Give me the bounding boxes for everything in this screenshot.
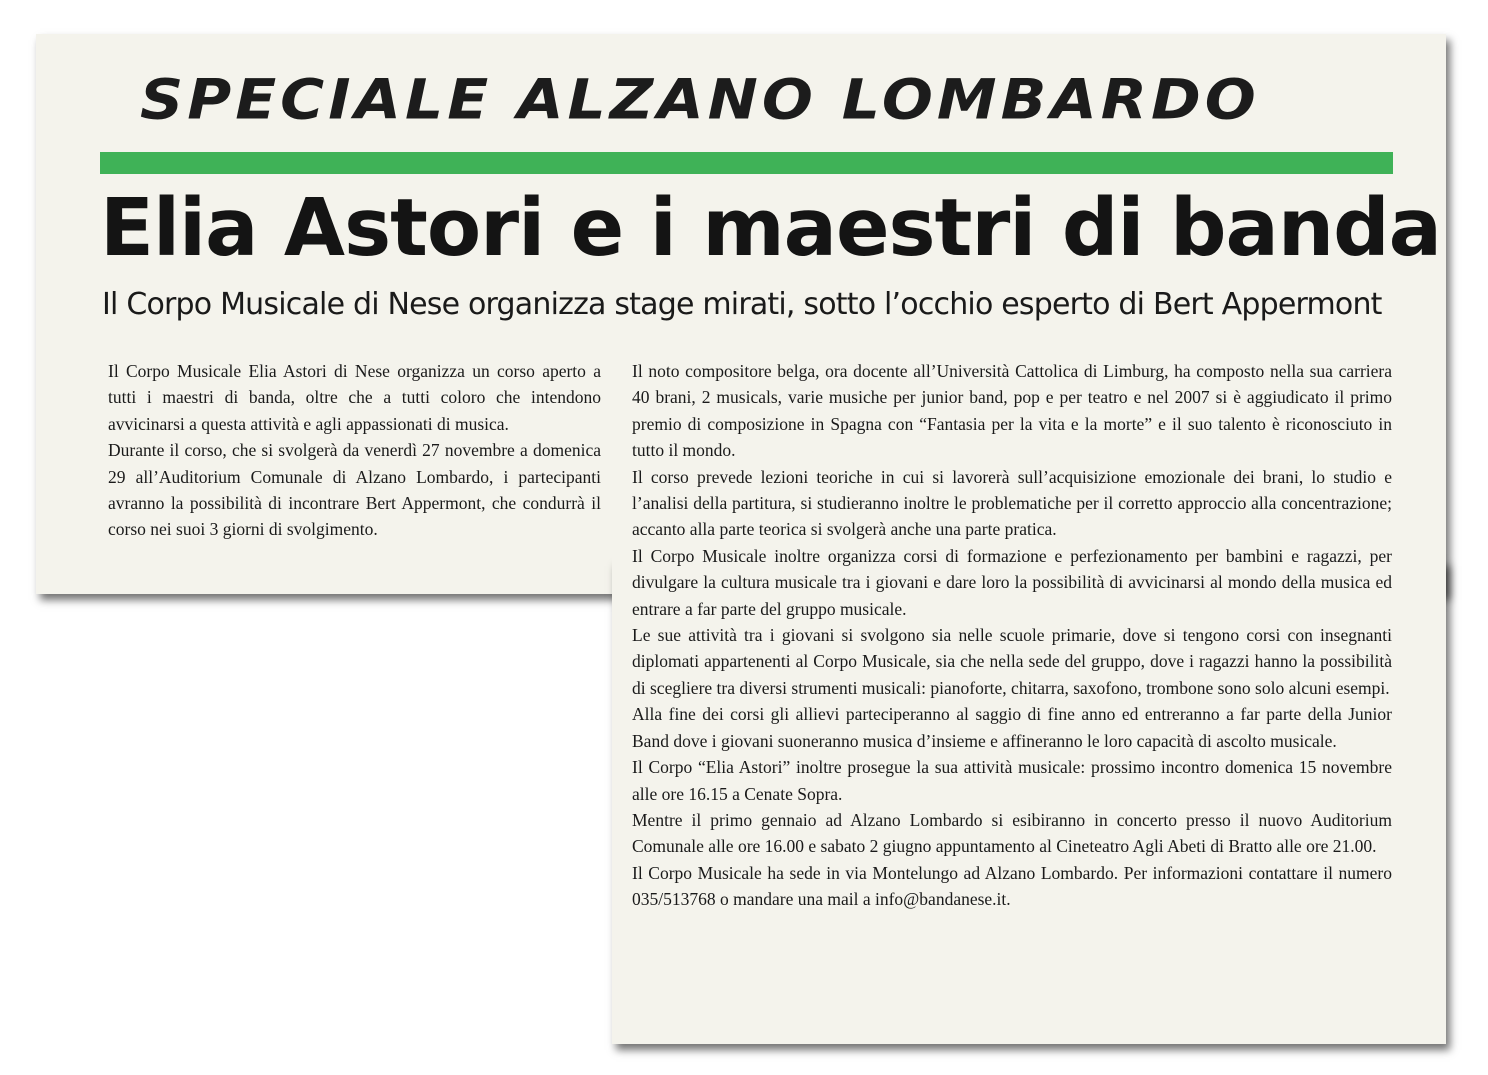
paragraph: Mentre il primo gennaio ad Alzano Lombardo si esibiranno in concerto presso il nuovo Auditorium Comunale alle ore 16.00 e sabato 2 giugno appuntamento al Cineteatro Agli Abeti di Bratto alle ore 21.00.: [632, 809, 1392, 857]
paragraph: Durante il corso, che si svolgerà da venerdì 27 novembre a domenica 29 all’Auditorium Comunale di Alzano Lombardo, i partecipanti avranno la possibilità di incontrare Bert Appermont, che condurrà il corso nei suoi 3 giorni di svolgimento.: [108, 440, 601, 540]
paragraph: Le sue attività tra i giovani si svolgono sia nelle scuole primarie, dove si tengono corsi con insegnanti diplomati appartenenti al Corpo Musicale, sia che nella sede del gruppo, dove i ragazzi hanno la possibilità di scegliere tra diversi strumenti musicali: pianoforte, chitarra, saxofono, trombone sono solo alcuni esempi.: [632, 625, 1392, 698]
article-headline: Elia Astori e i maestri di banda: [100, 182, 1441, 274]
paragraph: Il Corpo Musicale ha sede in via Montelungo ad Alzano Lombardo. Per informazioni contattare il numero 035/513768 o mandare una mail a info@bandanese.it.: [632, 862, 1392, 910]
paragraph: Il noto compositore belga, ora docente all’Università Cattolica di Limburg, ha composto nella sua carriera 40 brani, 2 musicals, varie musiche per junior band, pop e per teatro e nel 2007 si è aggiudicato il primo premio di composizione in Spagna con “Fantasia per la vita e la morte” e il suo talento è riconosciuto in tutto il mondo.: [632, 361, 1392, 461]
paragraph: Il Corpo Musicale Elia Astori di Nese organizza un corso aperto a tutti i maestri di banda, oltre che a tutti coloro che intendono avvicinarsi a questa attività e agli appassionati di musica.: [108, 361, 601, 434]
accent-rule: [100, 152, 1393, 174]
paragraph: Il Corpo “Elia Astori” inoltre prosegue la sua attività musicale: prossimo incontro domenica 15 novembre alle ore 16.15 a Cenate Sopra.: [632, 757, 1392, 804]
paragraph: Il Corpo Musicale inoltre organizza corsi di formazione e perfezionamento per bambini e ragazzi, per divulgare la cultura musicale tra i giovani e dare loro la possibilità di avvicinarsi al mondo della musica ed entrare a far parte del gruppo musicale.: [632, 545, 1392, 619]
paragraph: Il corso prevede lezioni teoriche in cui si lavorerà sull’acquisizione emozionale dei brani, lo studio e l’analisi della partitura, si studieranno inoltre le problematiche per il corretto approccio alla concentrazione; accanto alla parte teorica si svolgerà anche una parte pratica.: [632, 466, 1392, 540]
article-subheadline: Il Corpo Musicale di Nese organizza stage mirati, sotto l’occhio esperto di Bert Appermont: [102, 287, 1382, 322]
right-column: [632, 358, 1392, 913]
section-kicker: SPECIALE ALZANO LOMBARDO: [140, 68, 1260, 133]
paragraph: Alla fine dei corsi gli allievi parteciperanno al saggio di fine anno ed entreranno a far parte della Junior Band dove i giovani suoneranno musica d’insieme e affineranno le loro capacità di ascolto musicale.: [632, 704, 1392, 751]
left-column: [108, 358, 601, 543]
